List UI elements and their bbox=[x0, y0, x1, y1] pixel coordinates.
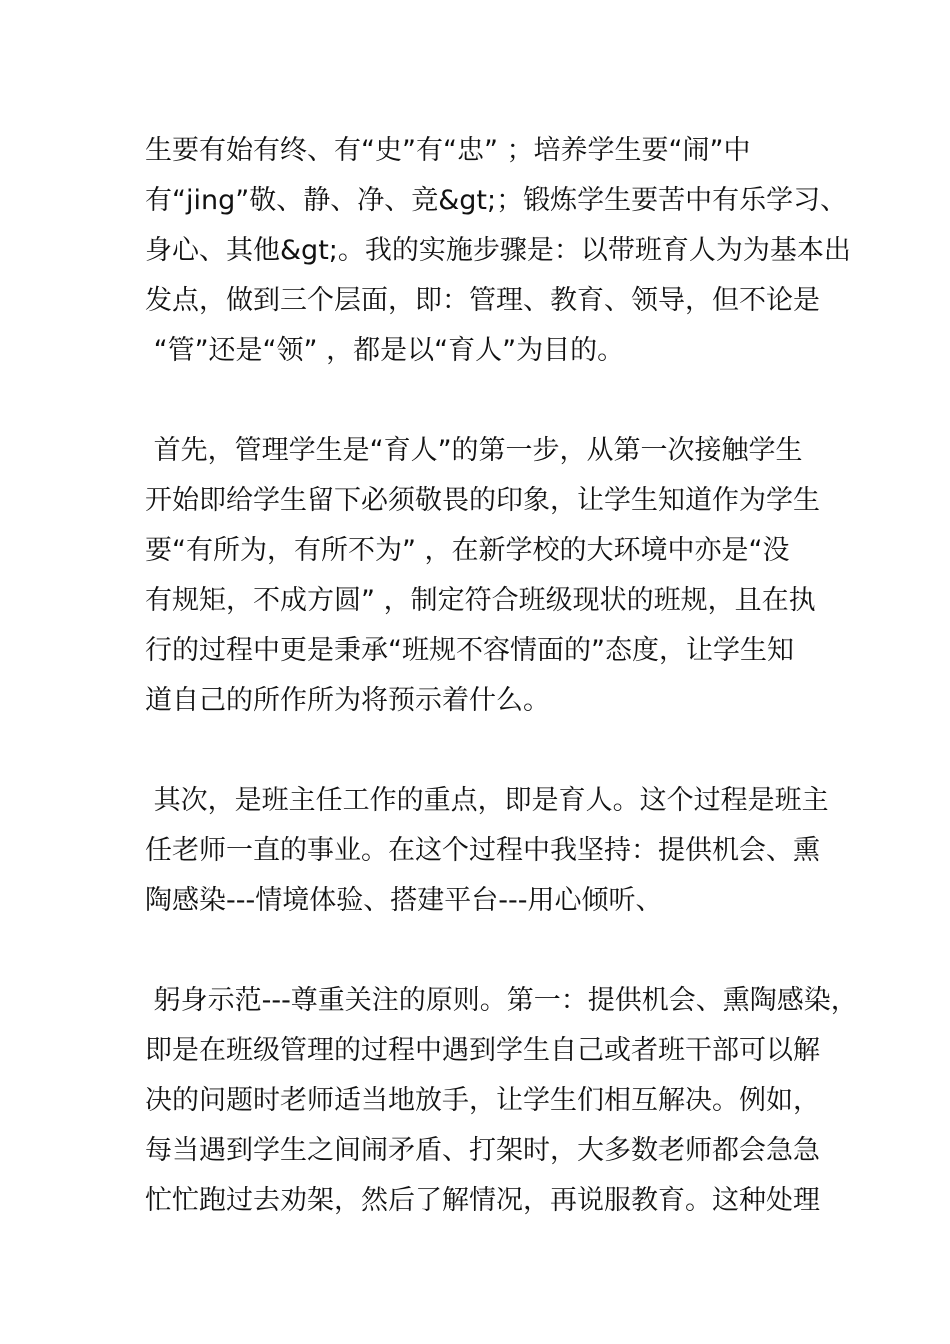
text-line: 行的过程中更是秉承“班规不容情面的”态度，让学生知 bbox=[145, 635, 794, 666]
text-line: 任老师一直的事业。在这个过程中我坚持：提供机会、熏 bbox=[145, 835, 820, 866]
paragraph-2 bbox=[145, 426, 820, 726]
text-line: 要“有所为，有所不为” ，在新学校的大环境中亦是“没 bbox=[145, 535, 790, 566]
text-line: 身心、其他&gt;。我的实施步骤是：以带班育人为为基本出 bbox=[145, 235, 851, 266]
text-line: 道自己的所作所为将预示着什么。 bbox=[145, 685, 550, 716]
text-line: 首先，管理学生是“育人”的第一步，从第一次接触学生 bbox=[145, 435, 803, 466]
text-line: 躬身示范---尊重关注的原则。第一：提供机会、熏陶感染， bbox=[145, 985, 858, 1016]
text-line: 有规矩，不成方圆” ，制定符合班级现状的班规，且在执 bbox=[145, 585, 816, 616]
text-line: 即是在班级管理的过程中遇到学生自己或者班干部可以解 bbox=[145, 1035, 820, 1066]
paragraph-4 bbox=[145, 976, 858, 1226]
paragraph-3 bbox=[145, 776, 829, 926]
text-line: 有“jing”敬、静、净、竞&gt;；锻炼学生要苦中有乐学习、 bbox=[145, 185, 848, 216]
text-line: 每当遇到学生之间闹矛盾、打架时，大多数老师都会急急 bbox=[145, 1135, 820, 1166]
text-line: “管”还是“领” ，都是以“育人”为目的。 bbox=[145, 335, 625, 366]
text-line: 决的问题时老师适当地放手，让学生们相互解决。例如， bbox=[145, 1085, 820, 1116]
text-line: 发点，做到三个层面，即：管理、教育、领导，但不论是 bbox=[145, 285, 820, 316]
text-line: 开始即给学生留下必须敬畏的印象，让学生知道作为学生 bbox=[145, 485, 820, 516]
text-line: 陶感染---情境体验、搭建平台---用心倾听、 bbox=[145, 885, 663, 916]
text-line: 生要有始有终、有“史”有“忠” ；培养学生要“闹”中 bbox=[145, 135, 751, 166]
text-line: 忙忙跑过去劝架，然后了解情况，再说服教育。这种处理 bbox=[145, 1185, 820, 1216]
document-body bbox=[145, 126, 858, 1276]
text-line: 其次，是班主任工作的重点，即是育人。这个过程是班主 bbox=[145, 785, 829, 816]
paragraph-1 bbox=[145, 126, 851, 376]
